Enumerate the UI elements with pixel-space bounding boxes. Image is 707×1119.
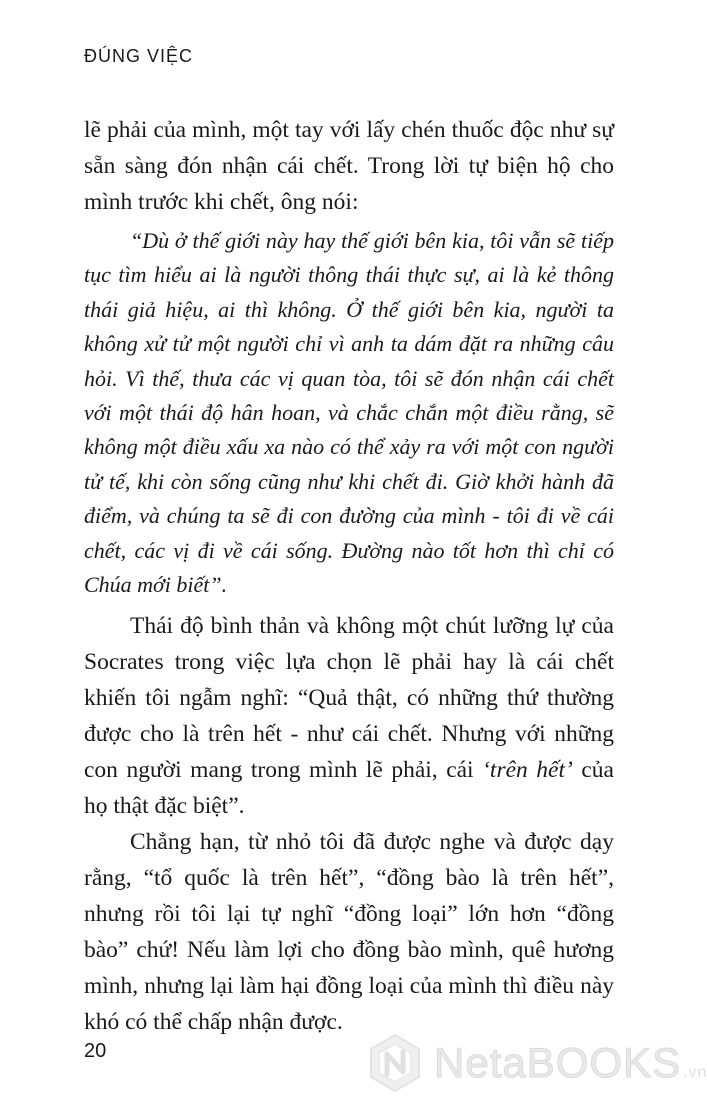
paragraph-example: Chẳng hạn, từ nhỏ tôi đã được nghe và được dạy rằng, “tổ quốc là trên hết”, “đồng bào là trên hết”, nhưng rồi tôi lại tự nghĩ “đồng loại” lớn hơn “đồng bào” chứ! Nếu làm lợi cho đồng bào mình, quê hương mình, nhưng lại làm hại đồng loại của mình thì điều này khó có thể chấp nhận được. [84,829,614,1036]
paragraph-socrates [84,608,614,824]
page-body [84,112,614,1040]
running-header: ĐÚNG VIỆC [84,46,194,66]
paragraph-socrates-end: của họ thật đặc biệt”. [84,757,614,820]
page-number: 20 [84,1040,107,1062]
paragraph-socrates-italic: ‘trên hết’ [482,757,573,784]
watermark-brand: NetaBOOKS [434,1039,682,1086]
quote-block: “Dù ở thế giới này hay thế giới bên kia, tôi vẫn sẽ tiếp tục tìm hiểu ai là người thông thái thực sự, ai là kẻ thông thái giả hiệu, ai thì không. Ở thế giới bên kia, người ta không xử tử một người chỉ vì anh ta dám đặt ra những câu hỏi. Vì thế, thưa các vị quan tòa, tôi sẽ đón nhận cái chết với một thái độ hân hoan, và chắc chắn một điều rằng, sẽ không một điều xấu xa nào có thể xảy ra với một con người tử tế, khi còn sống cũng như khi chết đi. Giờ khởi hành đã điểm, và chúng ta sẽ đi con đường của mình - tôi đi về cái chết, các vị đi về cái sống. Đường nào tốt hơn thì chỉ có Chúa mới biết”. [84,228,614,598]
watermark-text [434,1039,707,1087]
paragraph-continuation: lẽ phải của mình, một tay với lấy chén thuốc độc như sự sẵn sàng đón nhận cái chết. Trong lời tự biện hộ cho mình trước khi chết, ông nói: [84,117,614,215]
watermark [364,1018,707,1108]
netabooks-logo-icon [364,1032,426,1094]
watermark-suffix: .vn [683,1064,707,1081]
paragraph-socrates-text: Thái độ bình thản và không một chút lưỡng lự của Socrates trong việc lựa chọn lẽ phải hay là cái chết khiến tôi ngẫm nghĩ: “Quả thật, có những thứ thường được cho là trên hết - như cái chết. Nhưng với những con người mang trong mình lẽ phải, cái [84,613,614,784]
